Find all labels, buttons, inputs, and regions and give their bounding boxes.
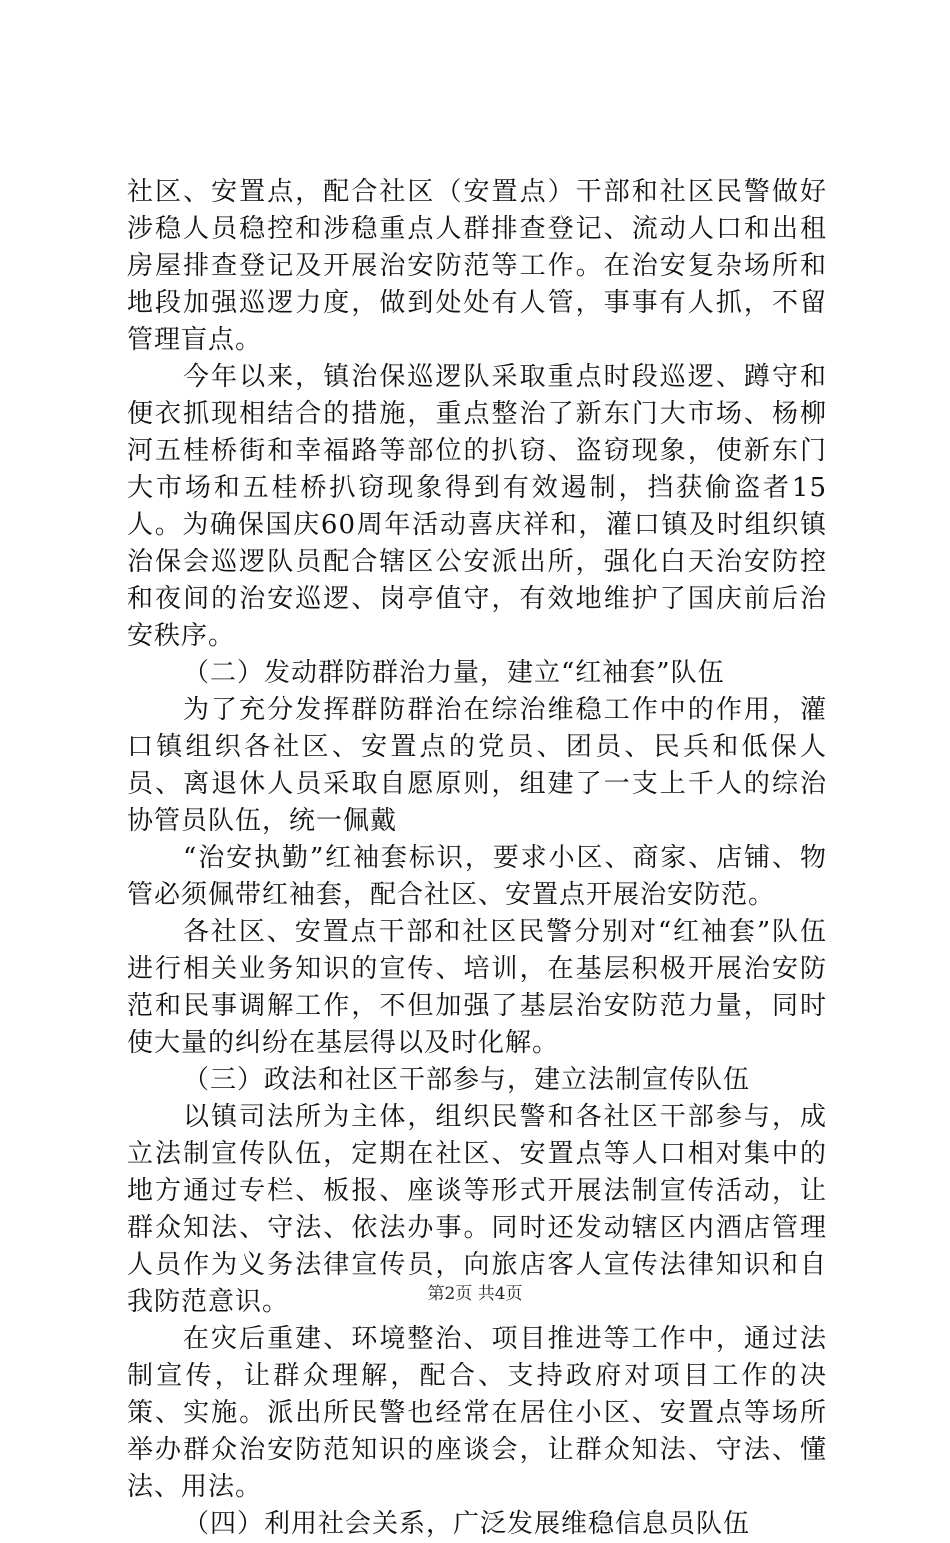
section-heading-3: （三）政法和社区干部参与，建立法制宣传队伍 [183, 1065, 751, 1095]
paragraph-legal-team: 以镇司法所为主体，组织民警和各社区干部参与，成立法制宣传队伍，定期在社区、安置点等人口相对集中的地方通过专栏、板报、座谈等形式开展法制宣传活动，让群众知法、守法、依法办事。同时还发动辖区内酒店管理人员作为义务法律宣传员，向旅店客人宣传法律知识和自我防范意识。 [127, 1102, 827, 1317]
paragraph-training: 各社区、安置点干部和社区民警分别对“红袖套”队伍进行相关业务知识的宣传、培训，在基层积极开展治安防范和民事调解工作，不但加强了基层治安防范力量，同时使大量的纠纷在基层得以及时化解。 [127, 917, 827, 1058]
paragraph-continuation: 社区、安置点，配合社区（安置点）干部和社区民警做好涉稳人员稳控和涉稳重点人群排查登记、流动人口和出租房屋排查登记及开展治安防范等工作。在治安复杂场所和地段加强巡逻力度，做到处处有人管，事事有人抓，不留管理盲点。 [127, 177, 827, 355]
page-footer: 第2页 共4页 [427, 1284, 523, 1304]
section-heading-2: （二）发动群防群治力量，建立“红袖套”队伍 [183, 658, 725, 688]
paragraph-legal-promotion: 在灾后重建、环境整治、项目推进等工作中，通过法制宣传，让群众理解，配合、支持政府对项目工作的决策、实施。派出所民警也经常在居住小区、安置点等场所举办群众治安防范知识的座谈会，让群众知法、守法、懂法、用法。 [127, 1324, 827, 1502]
paragraph-red-armband: 为了充分发挥群防群治在综治维稳工作中的作用，灌口镇组织各社区、安置点的党员、团员、民兵和低保人员、离退休人员采取自愿原则，组建了一支上千人的综治协管员队伍，统一佩戴 [127, 695, 827, 836]
paragraph-patrol: 今年以来，镇治保巡逻队采取重点时段巡逻、蹲守和便衣抓现相结合的措施，重点整治了新东门大市场、杨柳河五桂桥街和幸福路等部位的扒窃、盗窃现象，使新东门大市场和五桂桥扒窃现象得到有效遏制，挡获偷盗者15人。为确保国庆60周年活动喜庆祥和，灌口镇及时组织镇治保会巡逻队员配合辖区公安派出所，强化白天治安防控和夜间的治安巡逻、岗亭值守，有效地维护了国庆前后治安秩序。 [127, 362, 827, 651]
document-body [127, 174, 827, 1543]
paragraph-armband-requirement: “治安执勤”红袖套标识，要求小区、商家、店铺、物管必须佩带红袖套，配合社区、安置点开展治安防范。 [127, 843, 827, 910]
section-heading-4: （四）利用社会关系，广泛发展维稳信息员队伍 [183, 1509, 751, 1539]
